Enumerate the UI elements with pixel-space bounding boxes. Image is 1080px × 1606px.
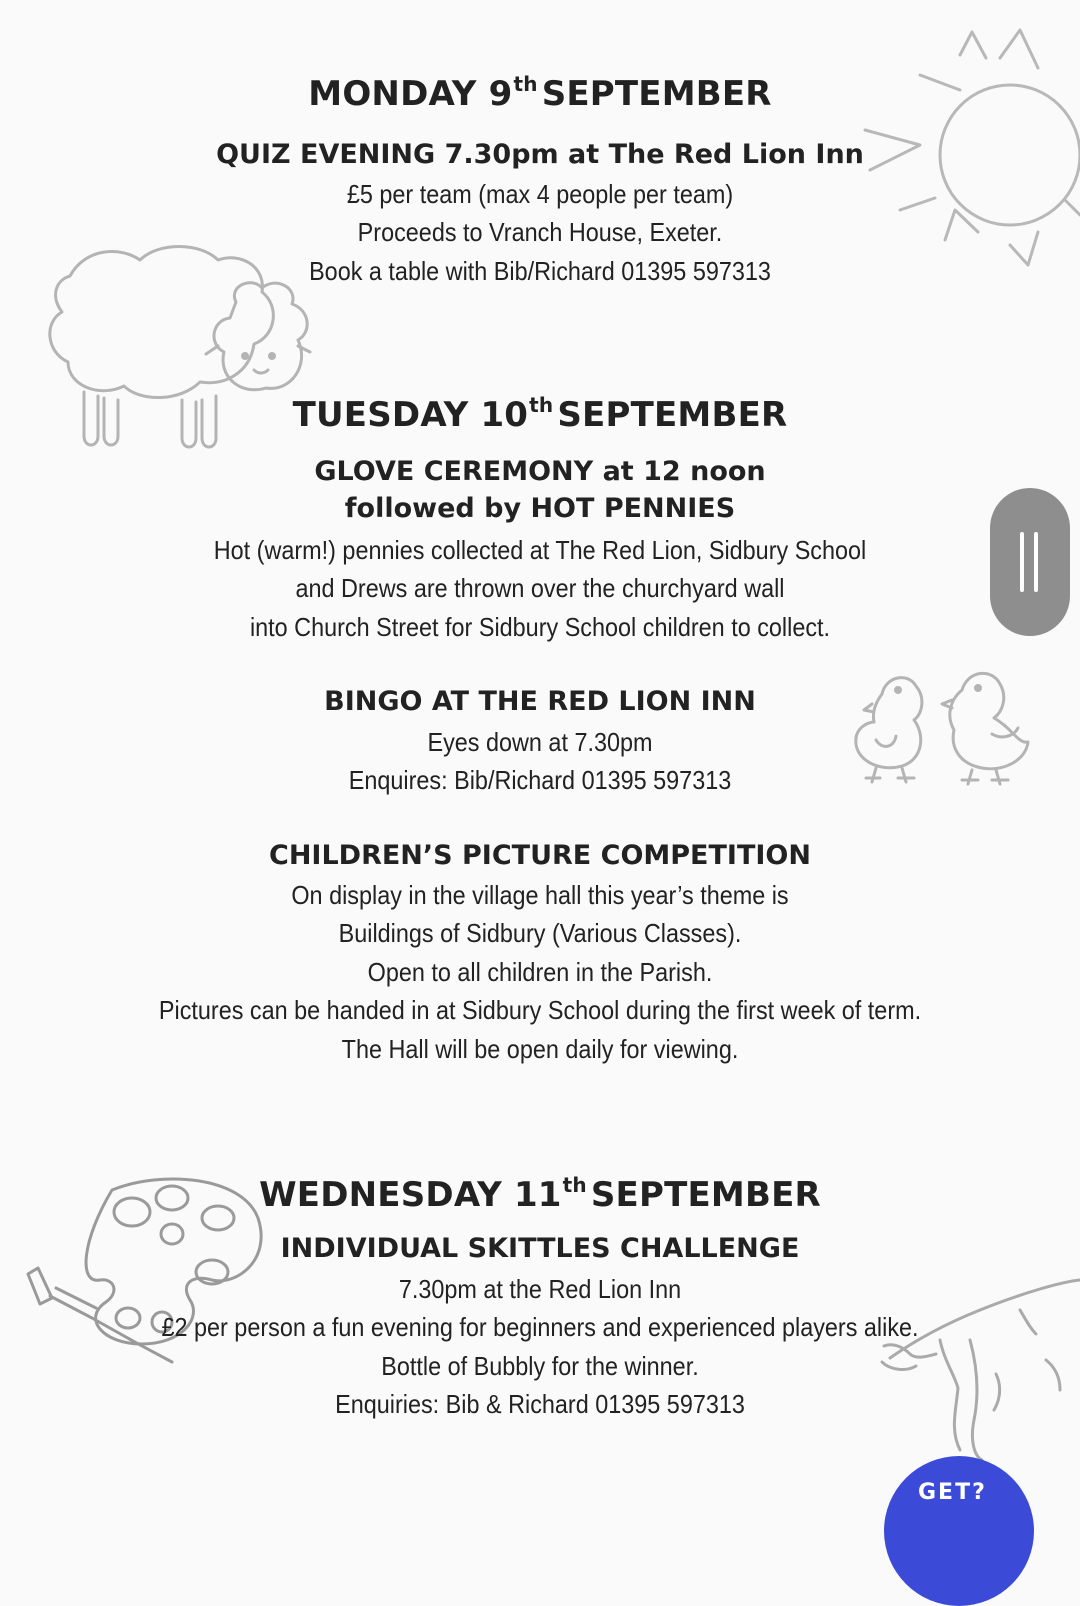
picture-competition-line-2: Buildings of Sidbury (Various Classes). [338, 918, 742, 948]
wednesday-day: WEDNESDAY 11 [259, 1175, 562, 1215]
skittles-price-line: £2 per person a fun evening for beginners and experienced players alike. [161, 1312, 919, 1342]
monday-heading [0, 72, 1080, 114]
wednesday-day-suffix: th [562, 1173, 587, 1197]
quiz-price-line: £5 per team (max 4 people per team) [346, 179, 734, 209]
tuesday-heading [0, 393, 1080, 435]
hot-pennies-line-1: Hot (warm!) pennies collected at The Red Lion, Sidbury School [213, 535, 867, 565]
picture-competition-title: CHILDREN’S PICTURE COMPETITION [269, 840, 811, 871]
quiz-booking-line: Book a table with Bib/Richard 01395 597313 [309, 256, 771, 286]
quiz-evening-title: QUIZ EVENING 7.30pm at The Red Lion Inn [216, 139, 864, 170]
monday-month: SEPTEMBER [541, 74, 772, 114]
wednesday-heading [0, 1173, 1080, 1215]
picture-competition-line-5: The Hall will be open daily for viewing. [341, 1034, 739, 1064]
bingo-title: BINGO AT THE RED LION INN [324, 686, 756, 717]
tuesday-day-suffix: th [529, 393, 554, 417]
fab-label: GET? [918, 1480, 987, 1505]
monday-day-suffix: th [513, 72, 538, 96]
floating-action-button[interactable] [884, 1456, 1034, 1606]
picture-competition-line-3: Open to all children in the Parish. [367, 957, 713, 987]
glove-ceremony-title: GLOVE CEREMONY at 12 noon [314, 456, 766, 487]
hot-pennies-line-2: and Drews are thrown over the churchyard wall [295, 573, 785, 603]
quiz-proceeds-line: Proceeds to Vranch House, Exeter. [357, 217, 723, 247]
tuesday-month: SEPTEMBER [557, 395, 788, 435]
bingo-time-line: Eyes down at 7.30pm [427, 727, 653, 757]
scroll-handle[interactable] [990, 488, 1070, 636]
bingo-enquiries-line: Enquires: Bib/Richard 01395 597313 [348, 765, 732, 795]
scroll-handle-icon-bar [1034, 532, 1038, 592]
hot-pennies-line-3: into Church Street for Sidbury School children to collect. [249, 612, 831, 642]
skittles-challenge-title: INDIVIDUAL SKITTLES CHALLENGE [280, 1233, 800, 1264]
picture-competition-line-1: On display in the village hall this year’s theme is [291, 880, 789, 910]
monday-day: MONDAY 9 [308, 74, 513, 114]
wednesday-month: SEPTEMBER [590, 1175, 821, 1215]
picture-competition-line-4: Pictures can be handed in at Sidbury School during the first week of term. [158, 995, 922, 1025]
scroll-handle-icon [1020, 532, 1024, 592]
tuesday-day: TUESDAY 10 [292, 395, 529, 435]
hot-pennies-title: followed by HOT PENNIES [344, 493, 736, 524]
skittles-prize-line: Bottle of Bubbly for the winner. [381, 1351, 699, 1381]
skittles-enquiries-line: Enquiries: Bib & Richard 01395 597313 [335, 1389, 745, 1419]
skittles-time-line: 7.30pm at the Red Lion Inn [398, 1274, 682, 1304]
